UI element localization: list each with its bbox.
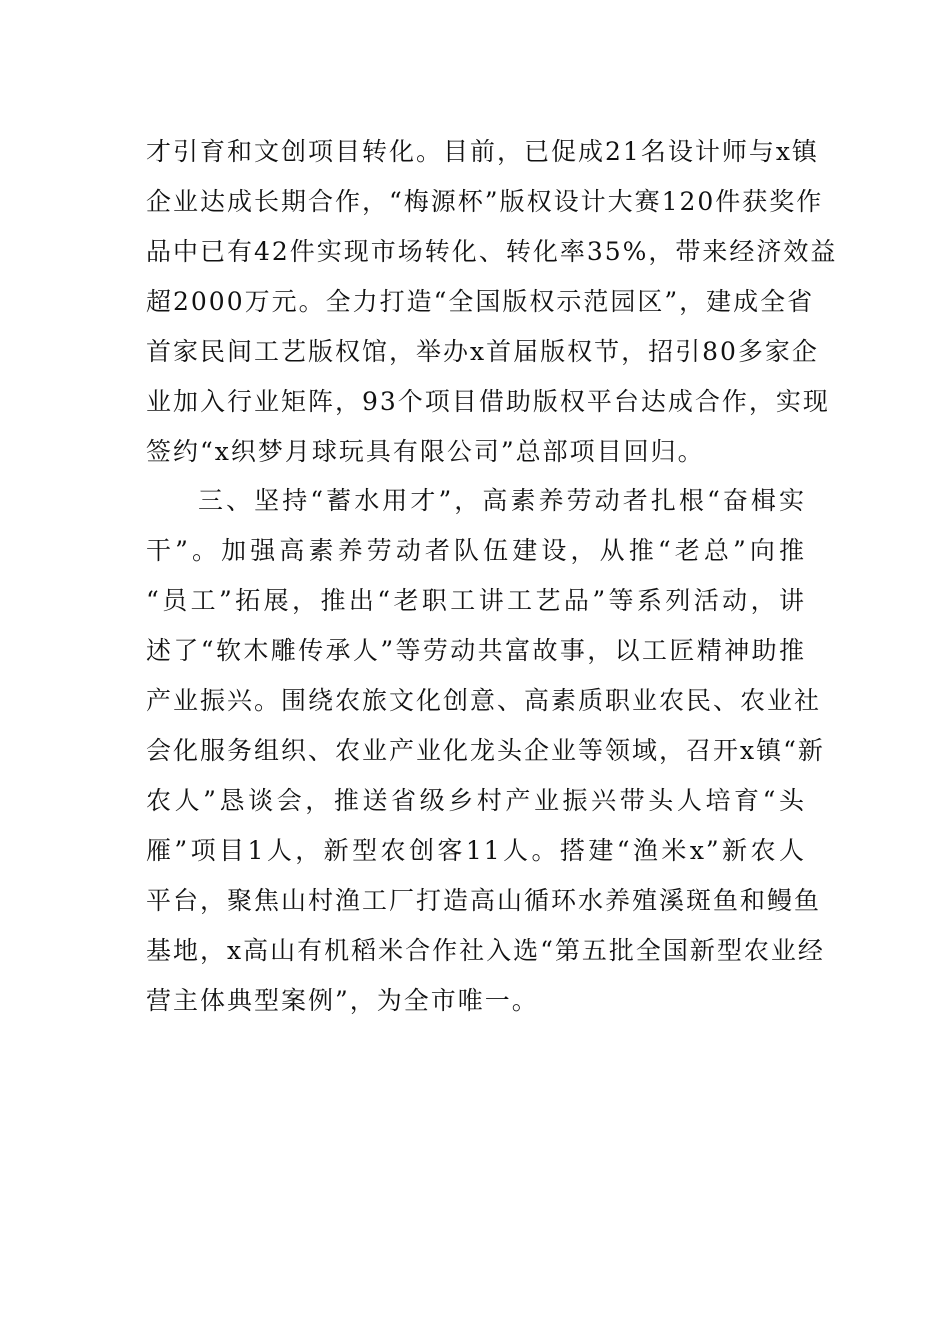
paragraph-2-line-9: 平台，聚焦山村渔工厂打造高山循环水养殖溪斑鱼和鳗鱼 bbox=[146, 886, 822, 915]
paragraph-1-line-4: 超2000万元。全力打造“全国版权示范园区”，建成全省 bbox=[146, 287, 815, 316]
paragraph-2-line-10: 基地，x高山有机稻米合作社入选“第五批全国新型农业经 bbox=[146, 936, 825, 965]
paragraph-2-line-2: 干”。加强高素养劳动者队伍建设，从推“老总”向推 bbox=[146, 536, 806, 565]
paragraph-2-line-5: 产业振兴。围绕农旅文化创意、高素质职业农民、农业社 bbox=[146, 686, 822, 715]
paragraph-2-line-8: 雁”项目1人，新型农创客11人。搭建“渔米x”新农人 bbox=[146, 836, 806, 865]
paragraph-1-line-7: 签约“x织梦月球玩具有限公司”总部项目回归。 bbox=[146, 437, 705, 466]
paragraph-2-line-7: 农人”恳谈会，推送省级乡村产业振兴带头人培育“头 bbox=[146, 786, 806, 815]
paragraph-2-line-6: 会化服务组织、农业产业化龙头企业等领域，召开x镇“新 bbox=[146, 736, 825, 765]
paragraph-2-line-3: “员工”拓展，推出“老职工讲工艺品”等系列活动，讲 bbox=[146, 586, 806, 615]
paragraph-1-line-5: 首家民间工艺版权馆，举办x首届版权节，招引80多家企 bbox=[146, 337, 819, 366]
paragraph-1-line-3: 品中已有42件实现市场转化、转化率35%，带来经济效益 bbox=[146, 237, 838, 266]
paragraph-1-line-2: 企业达成长期合作，“梅源杯”版权设计大赛120件获奖作 bbox=[146, 187, 824, 216]
paragraph-1-line-1: 才引育和文创项目转化。目前，已促成21名设计师与x镇 bbox=[146, 137, 819, 166]
paragraph-2-line-11: 营主体典型案例”，为全市唯一。 bbox=[146, 986, 539, 1015]
paragraph-1-line-6: 业加入行业矩阵，93个项目借助版权平台达成合作，实现 bbox=[146, 387, 830, 416]
paragraph-2-line-1: 三、坚持“蓄水用才”，高素养劳动者扎根“奋楫实 bbox=[198, 486, 806, 515]
paragraph-2-line-4: 述了“软木雕传承人”等劳动共富故事，以工匠精神助推 bbox=[146, 636, 806, 665]
